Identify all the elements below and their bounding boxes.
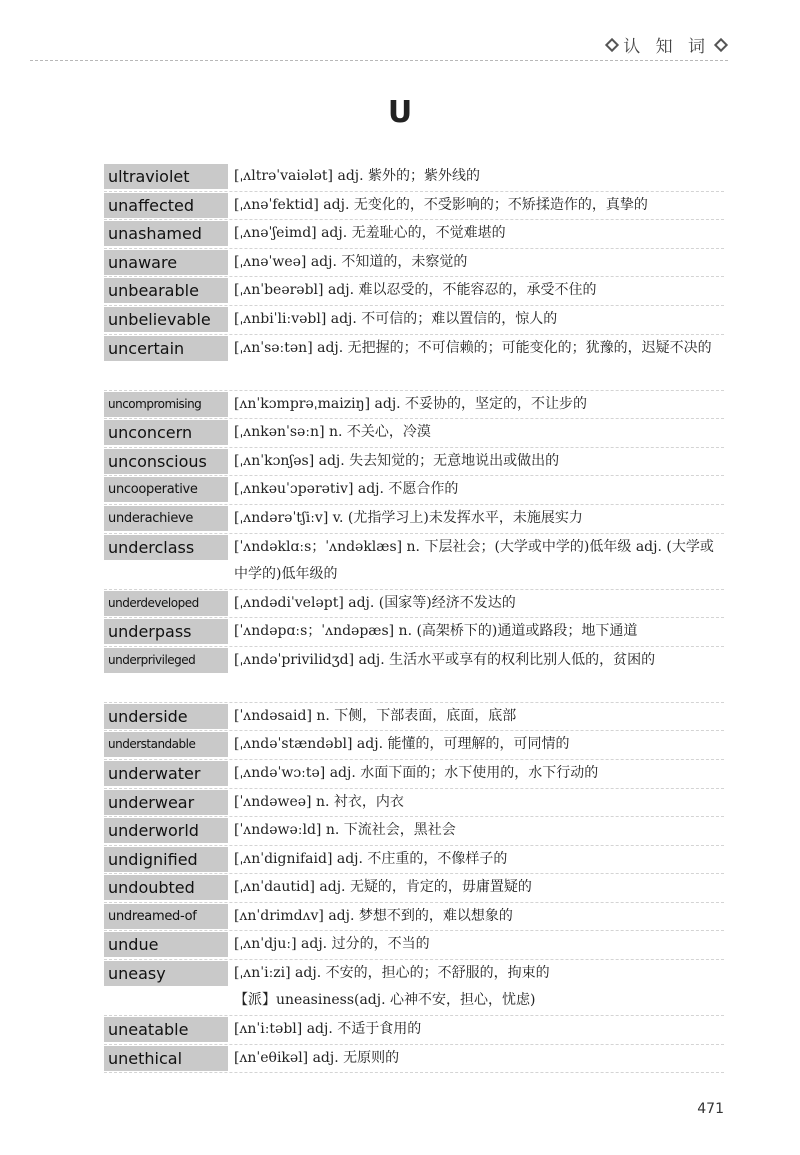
entry-uncompromising <box>104 391 724 420</box>
headword: undoubted <box>104 875 228 900</box>
definition: [ˌʌltrəˈvaiələt] adj. 紫外的；紫外线的 <box>234 168 481 184</box>
entry-uncooperative <box>104 476 724 505</box>
definition: [ˌʌndədiˈveləpt] adj. (国家等)经济不发达的 <box>234 594 516 611</box>
section-letter: U <box>387 95 413 130</box>
definition: [ˌʌndəˈprivilidʒd] adj. 生活水平或享有的权利比别人低的，贫困的 <box>234 651 656 668</box>
page-number: 471 <box>697 1101 724 1117</box>
headword: unashamed <box>104 221 228 246</box>
entry-uncertain <box>104 335 724 391</box>
definition: [ˈʌndəweə] n. 衬衣，内衣 <box>234 793 404 810</box>
definition: [ˌʌnəˈfektid] adj. 无变化的，不受影响的；不矫揉造作的，真挚的 <box>234 196 648 213</box>
definition: [ˌʌnˈkɔnʃəs] adj. 失去知觉的；无意地说出或做出的 <box>234 452 560 469</box>
headword: unconscious <box>104 449 228 474</box>
headword: ultraviolet <box>104 164 228 189</box>
entry-underside <box>104 703 724 732</box>
page-header <box>607 32 726 57</box>
entry-underachieve <box>104 505 724 534</box>
definition: [ˌʌnbiˈliːvəbl] adj. 不可信的；难以置信的，惊人的 <box>234 310 558 327</box>
entry-unbearable <box>104 277 724 306</box>
headword: uneatable <box>104 1017 228 1042</box>
definition: [ˌʌndərəˈtʃiːv] v. (尤指学习上)未发挥水平，未施展实力 <box>234 509 583 526</box>
entry-uneatable <box>104 1016 724 1045</box>
entry-unbelievable <box>104 306 724 335</box>
definition: [ˌʌnˈbeərəbl] adj. 难以忍受的，不能容忍的，承受不住的 <box>234 282 597 299</box>
headword: unaware <box>104 250 228 275</box>
headword: uncertain <box>104 336 228 361</box>
definition: [ˌʌnəˈweə] adj. 不知道的，未察觉的 <box>234 253 468 270</box>
entry-unashamed <box>104 220 724 249</box>
headword: underside <box>104 704 228 729</box>
headword: understandable <box>104 732 228 757</box>
headword: underworld <box>104 818 228 843</box>
headword: undreamed-of <box>104 904 228 929</box>
definition: [ˌʌndəˈwɔːtə] adj. 水面下面的；水下使用的，水下行动的 <box>234 764 599 781</box>
headword: unconcern <box>104 420 228 445</box>
entry-list <box>104 163 724 1073</box>
entry-underwater <box>104 760 724 789</box>
definition: [ʌnˈeθikəl] adj. 无原则的 <box>234 1049 400 1066</box>
entry-unconscious <box>104 448 724 477</box>
definition: [ʌnˈdrimdʌv] adj. 梦想不到的，难以想象的 <box>234 907 513 924</box>
definition: [ˈʌndəklɑːs；ˈʌndəklæs] n. 下层社会；(大学或中学的)低年级 adj. (大学或中学的)低年级的 <box>234 538 714 582</box>
headword: uncompromising <box>104 392 228 417</box>
entry-unethical <box>104 1045 724 1074</box>
entry-underprivileged <box>104 647 724 703</box>
headword: underclass <box>104 535 228 560</box>
definition: [ˈʌndəsaid] n. 下侧，下部表面，底面，底部 <box>234 707 517 724</box>
definition: [ˌʌnˈsəːtən] adj. 无把握的；不可信赖的；可能变化的；犹豫的，迟疑不决的 <box>234 339 712 356</box>
headword: underprivileged <box>104 648 228 673</box>
definition: [ˌʌnˈdjuː] adj. 过分的，不当的 <box>234 936 430 953</box>
entry-unaffected <box>104 192 724 221</box>
definition <box>228 960 724 1014</box>
headword: underwear <box>104 790 228 815</box>
definition: [ʌnˈkɔmprəˌmaiziŋ] adj. 不妥协的，坚定的，不让步的 <box>234 395 588 412</box>
derived-word: 【派】uneasiness(adj. 心神不安，担心，忧虑) <box>234 992 536 1009</box>
headword: unaffected <box>104 193 228 218</box>
definition: [ˈʌndəpɑːs；ˈʌndəpæs] n. (高架桥下的)通道或路段；地下通道 <box>234 623 638 640</box>
header-title: 认 知 词 <box>623 37 710 57</box>
entry-underdeveloped <box>104 590 724 619</box>
entry-undue <box>104 931 724 960</box>
definition: [ˌʌnkənˈsəːn] n. 不关心，冷漠 <box>234 424 431 441</box>
diamond-left-icon <box>605 37 619 51</box>
headword: underpass <box>104 619 228 644</box>
definition: [ˌʌnˈdautid] adj. 无疑的，肯定的，毋庸置疑的 <box>234 879 532 896</box>
entry-undoubted <box>104 874 724 903</box>
definition: [ˌʌnkəuˈɔpərətiv] adj. 不愿合作的 <box>234 481 459 498</box>
definition: [ˌʌnəˈʃeimd] adj. 无羞耻心的，不觉难堪的 <box>234 225 506 242</box>
headword: unbelievable <box>104 307 228 332</box>
entry-underwear <box>104 789 724 818</box>
entry-underpass <box>104 618 724 647</box>
entry-undignified <box>104 846 724 875</box>
entry-underclass <box>104 534 724 590</box>
entry-understandable <box>104 731 724 760</box>
entry-unconcern <box>104 419 724 448</box>
headword: uncooperative <box>104 477 228 502</box>
headword: underachieve <box>104 506 228 531</box>
entry-unaware <box>104 249 724 278</box>
headword: uneasy <box>104 961 228 986</box>
diamond-right-icon <box>714 37 728 51</box>
entry-uneasy <box>104 960 724 1016</box>
entry-underworld <box>104 817 724 846</box>
headword: underwater <box>104 761 228 786</box>
headword: undignified <box>104 847 228 872</box>
headword: undue <box>104 932 228 957</box>
header-divider <box>30 60 728 61</box>
definition: [ʌnˈiːtəbl] adj. 不适于食用的 <box>234 1021 422 1038</box>
definition: [ˈʌndəwəːld] n. 下流社会，黑社会 <box>234 822 456 839</box>
headword: underdeveloped <box>104 591 228 616</box>
entry-undreamed-of <box>104 903 724 932</box>
definition-text: [ˌʌnˈiːzi] adj. 不安的，担心的；不舒服的，拘束的 <box>234 965 550 982</box>
headword: unbearable <box>104 278 228 303</box>
definition: [ˌʌnˈdignifaid] adj. 不庄重的，不像样子的 <box>234 850 508 867</box>
entry-ultraviolet <box>104 163 724 192</box>
headword: unethical <box>104 1046 228 1071</box>
definition: [ˌʌndəˈstændəbl] adj. 能懂的，可理解的，可同情的 <box>234 736 570 753</box>
